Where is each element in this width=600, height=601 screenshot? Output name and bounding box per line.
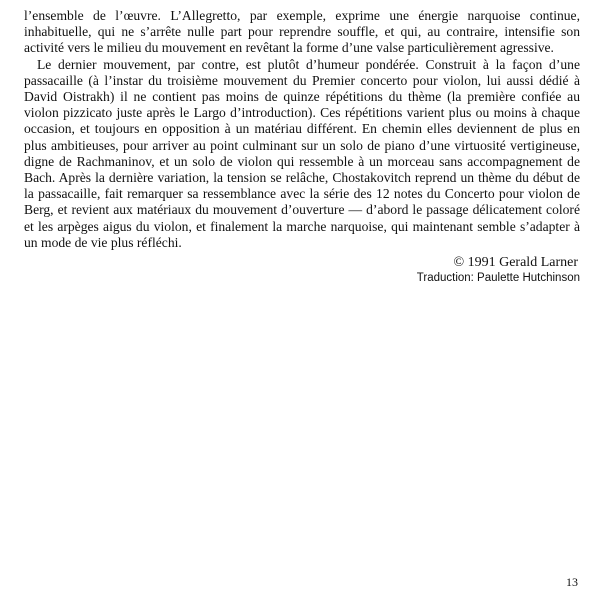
- translation-credit: Traduction: Paulette Hutchinson: [416, 272, 580, 285]
- document-page: [24, 8, 580, 285]
- body-paragraph-1: l’ensemble de l’œuvre. L’Allegretto, par exemple, exprime une énergie narquoise continue, inhabituelle, qui ne s’arrête nulle part pour reprendre souffle, et qui, au contraire, intensifie son activité vers le milieu du mouvement en revêtant la forme d’une valse particulièrement agressive.: [24, 8, 580, 56]
- page-number: 13: [566, 575, 578, 589]
- copyright-line: © 1991 Gerald Larner: [453, 255, 578, 271]
- body-paragraph-2: Le dernier mouvement, par contre, est plutôt d’humeur pondérée. Construit à la façon d’une passacaille (à l’instar du troisième mouvement du Premier concerto pour violon, lui aussi dédié à David Oistrakh) il ne contient pas moins de quinze répétitions du thème (la première confiée au violon pizzicato juste après le Largo d’introduction). Ces répétitions varient plus ou moins à chaque occasion, et toujours en opposition à un matériau différent. En chemin elles deviennent de plus en plus ambitieuses, pour arriver au point culminant sur un solo de piano d’une virtuosité vertigineuse, digne de Rachmaninov, et un solo de violon qui ressemble à un morceau sans accompagnement de Bach. Après la dernière variation, la tension se relâche, Chostakovitch reprend un thème du début de la passacaille, fait remarquer sa ressemblance avec la série des 12 notes du Concerto pour violon de Berg, et revient aux matériaux du mouvement d’ouverture — d’abord le passage délicatement coloré et les arpèges aigus du violon, et finalement la marche narquoise, qui maintenant semble s’adapter à un mode de vie plus réfléchi.: [24, 56, 580, 250]
